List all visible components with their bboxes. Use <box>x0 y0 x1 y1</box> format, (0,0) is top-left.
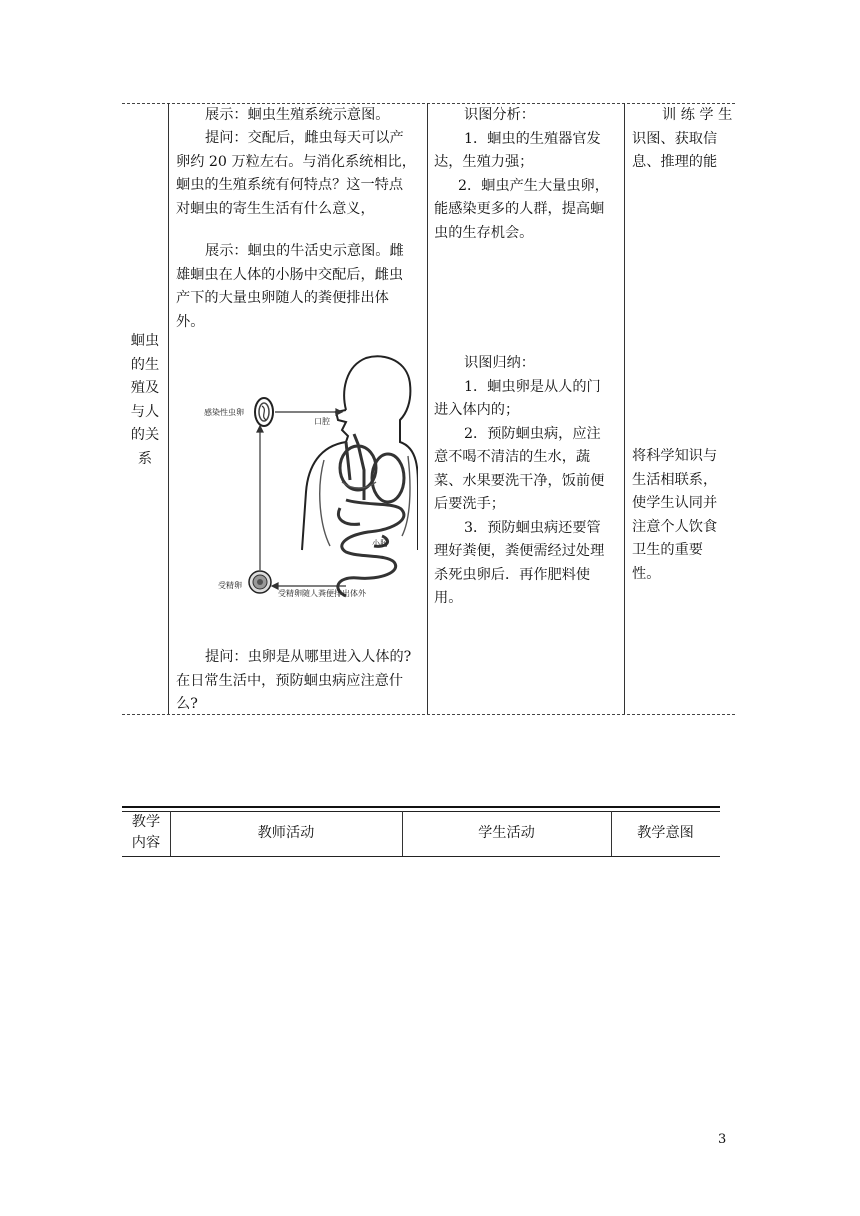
summary-line: 用。 <box>434 590 463 606</box>
intention-b <box>632 445 717 586</box>
page-number: 3 <box>718 1132 727 1147</box>
mouth-label: 口腔 <box>314 417 330 426</box>
student-analysis <box>434 104 609 245</box>
table2-top-border-thin <box>122 811 720 812</box>
intention-a <box>632 104 733 175</box>
summary-line: 杀死虫卵后．再作肥料使 <box>434 566 591 583</box>
teacher-p3-line: 雄蛔虫在人体的小肠中交配后，雌虫 <box>176 266 404 283</box>
teacher-p1: 展示：蛔虫生殖系统示意图。 <box>205 107 390 123</box>
header-student: 学生活动 <box>478 825 535 841</box>
cycle-arrows <box>257 409 346 589</box>
roundworm-life-cycle-figure <box>196 350 418 610</box>
summary-title: 识图归纳： <box>464 355 535 371</box>
intention-line: 使学生认同并 <box>632 495 718 511</box>
analysis-title: 识图分析： <box>464 107 535 123</box>
teacher-p3-line: 展示：蛔虫的牛活史示意图。雌 <box>205 243 404 259</box>
content-line: 殖及 <box>130 380 160 396</box>
header-content-line: 教学 <box>131 814 161 830</box>
analysis-line: 达，生殖力强； <box>434 154 534 170</box>
teacher-p4-line: 么? <box>176 696 198 712</box>
intention-line: 训 练 学 生 <box>662 107 733 123</box>
summary-line: 理好粪便，粪便需经过处理 <box>434 543 605 559</box>
content-line: 的生 <box>130 356 160 373</box>
analysis-line: 2．蛔虫产生大量虫卵， <box>458 177 609 194</box>
teacher-p3-line: 产下的大量虫卵随人的粪便排出体 <box>176 290 389 306</box>
teacher-p2-line: 卵约 20 万粒左右。与消化系统相比， <box>176 153 416 170</box>
intention-line: 识图、获取信 <box>632 130 718 147</box>
content-line: 与人 <box>130 403 160 420</box>
analysis-line: 虫的生存机会。 <box>434 224 534 241</box>
content-line: 蛔虫 <box>130 333 160 349</box>
infective-egg-icon <box>255 398 273 426</box>
teacher-p2 <box>176 127 416 221</box>
table1-divider-1 <box>168 103 169 714</box>
intention-line: 卫生的重要 <box>632 542 703 558</box>
small-intestine-label: 小肠 <box>372 539 388 548</box>
intention-line: 将科学知识与 <box>632 448 718 464</box>
summary-line: 进入体内的； <box>434 402 520 418</box>
intention-line: 生活相联系， <box>632 471 718 488</box>
summary-line: 1．蛔虫卵是从人的门 <box>464 378 601 395</box>
teacher-p4 <box>176 646 412 717</box>
summary-line: 菜、水果要洗干净，饭前便 <box>434 472 605 489</box>
summary-line: 2．预防蛔虫病，应注 <box>464 425 601 442</box>
header-intention: 教学意图 <box>637 825 694 841</box>
header-content-line: 内容 <box>131 835 161 851</box>
excretion-label: 受精卵随人粪便排出体外 <box>278 589 366 598</box>
header-content <box>122 812 170 854</box>
analysis-line: 能感染更多的人群，提高蛔 <box>434 201 605 217</box>
infective-egg-label: 感染性虫卵 <box>204 408 244 417</box>
summary-line: 3．预防蛔虫病还要管 <box>464 519 601 536</box>
content-line: 系 <box>137 450 153 467</box>
teacher-p3 <box>176 240 403 334</box>
fertilized-egg-icon <box>249 571 271 593</box>
table2-bottom-border <box>122 856 720 857</box>
student-summary <box>434 352 604 611</box>
table2-top-border-thick <box>122 806 720 808</box>
fertilized-egg-label: 受精卵 <box>218 581 242 590</box>
teacher-p3-line: 外。 <box>176 313 205 330</box>
header-teacher: 教师活动 <box>257 825 315 841</box>
teacher-p2-line: 蛔虫的生殖系统有何特点？这一特点 <box>176 177 404 193</box>
digestive-tract <box>338 434 404 596</box>
analysis-line: 1．蛔虫的生殖器官发 <box>464 130 601 147</box>
intention-line: 性。 <box>632 565 661 582</box>
teacher-p2-line: 对蛔虫的寄生生活有什么意义， <box>176 200 375 217</box>
summary-line: 后要洗手； <box>434 496 505 512</box>
teacher-p2-line: 提问：交配后，雌虫每天可以产 <box>205 130 404 146</box>
content-line: 的关 <box>130 427 160 443</box>
intention-line: 息、推理的能 <box>632 154 718 170</box>
intention-line: 注意个人饮食 <box>632 518 718 535</box>
summary-line: 意不喝不清洁的生水，蔬 <box>434 449 591 465</box>
teacher-p4-line: 提问：虫卵是从哪里进入人体的? <box>205 649 412 665</box>
table1-divider-2 <box>427 103 428 714</box>
teacher-p4-line: 在日常生活中，预防蛔虫病应注意什 <box>176 672 404 689</box>
content-column <box>122 330 168 471</box>
